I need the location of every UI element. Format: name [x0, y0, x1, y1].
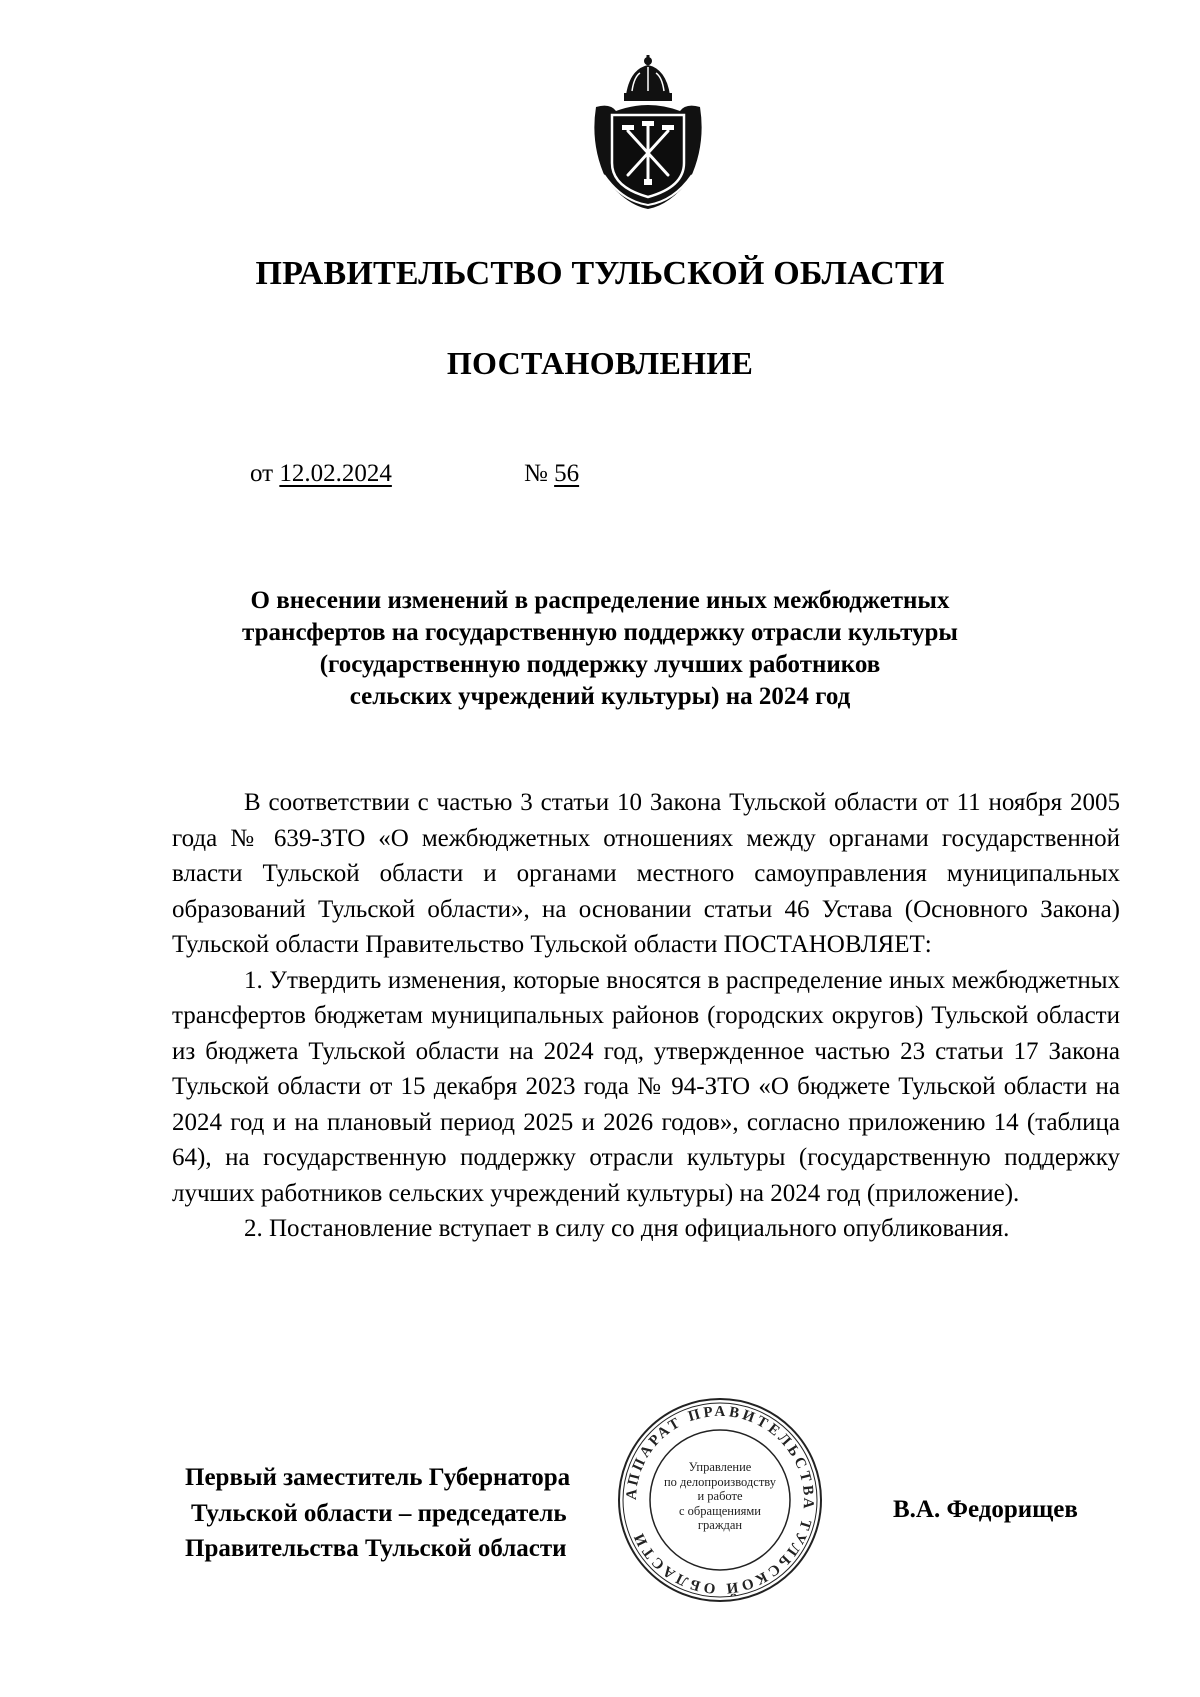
signatory-name: В.А. Федорищев	[893, 1496, 1078, 1523]
number-value: 56	[554, 460, 580, 487]
position-line: Правительства Тульской области	[185, 1535, 567, 1562]
document-body	[172, 785, 1120, 1247]
heading-line: (государственную поддержку лучших работников	[319, 651, 881, 678]
stamp-line: Управление	[688, 1460, 752, 1474]
position-line: Первый заместитель Губернатора	[185, 1464, 571, 1491]
signatory-position	[185, 1460, 570, 1567]
heading-line: О внесении изменений в распределение иных межбюджетных	[250, 587, 950, 614]
stamp-center-text	[660, 1460, 780, 1533]
tula-coat-of-arms-icon	[586, 55, 710, 213]
heading-line: сельских учреждений культуры) на 2024 год	[349, 683, 851, 710]
stamp-ring-text: АППАРАТ ПРАВИТЕЛЬСТВА ТУЛЬСКОЙ ОБЛАСТИ	[623, 1403, 817, 1597]
date-prefix: от	[250, 460, 274, 487]
position-line: Тульской области – председатель	[191, 1499, 567, 1527]
document-type: ПОСТАНОВЛЕНИЕ	[446, 345, 754, 381]
organization-title: ПРАВИТЕЛЬСТВО ТУЛЬСКОЙ ОБЛАСТИ	[255, 255, 945, 292]
stamp-line: граждан	[697, 1518, 743, 1532]
body-paragraph: В соответствии с частью 3 статьи 10 Закона Тульской области от 11 ноября 2005 года № 639-ЗТО «О межбюджетных отношениях между органами государственной власти Тульской области и органами местного самоуправления муниципальных образований Тульской области», на основании статьи 46 Устава (Основного Закона) Тульской области Правительство Тульской области ПОСТАНОВЛЯЕТ:	[172, 789, 1120, 958]
stamp-line: с обращениями	[679, 1503, 761, 1518]
document-heading	[150, 585, 1050, 713]
number-prefix: №	[524, 460, 548, 487]
stamp-line: и работе	[697, 1489, 743, 1503]
document-number	[524, 460, 579, 488]
stamp-line: по делопроизводству	[663, 1474, 777, 1489]
heading-line: трансфертов на государственную поддержку отрасли культуры	[242, 619, 958, 646]
date-value: 12.02.2024	[279, 460, 392, 487]
document-date	[250, 460, 392, 488]
body-paragraph: 1. Утвердить изменения, которые вносятся в распределение иных межбюджетных трансфертов бюджетам муниципальных районов (городских округов) Тульской области из бюджета Тульской области на 2024 год, утвержденное частью 23 статьи 17 Закона Тульской области от 15 декабря 2023 года № 94-ЗТО «О бюджете Тульской области на 2024 год и на плановый период 2025 и 2026 годов», согласно приложению 14 (таблица 64), на государственную поддержку отрасли культуры (государственную поддержку лучших работников сельских учреждений культуры) на 2024 год (приложение).	[172, 966, 1120, 1207]
body-paragraph: 2. Постановление вступает в силу со дня официального опубликования.	[244, 1215, 1010, 1242]
